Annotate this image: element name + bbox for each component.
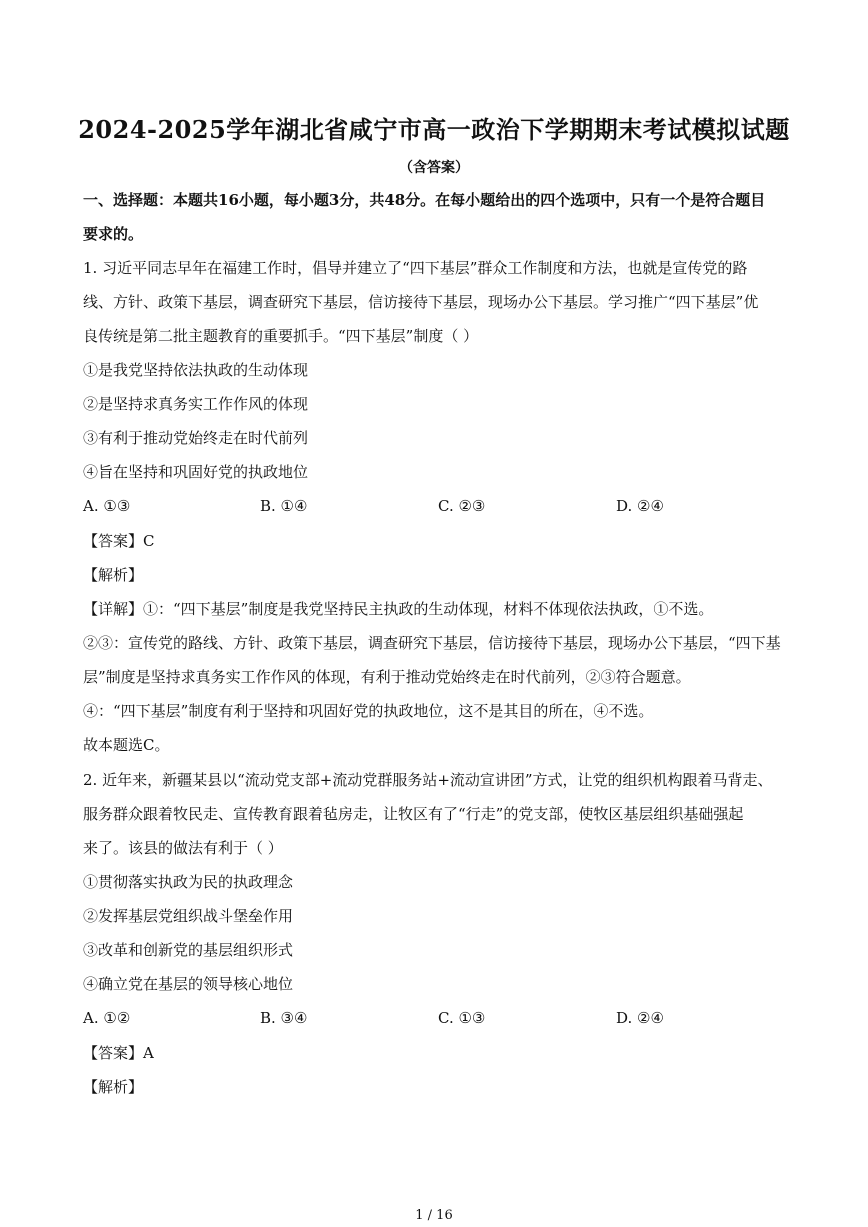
section-heading-line-1: 一、选择题：本题共16小题，每小题3分，共48分。在每小题给出的四个选项中，只有一个是符合题目 bbox=[83, 191, 766, 209]
q2-stem-line-1: 2. 近年来，新疆某县以“流动党支部+流动党群服务站+流动宣讲团”方式，让党的组织机构跟着马背走、 bbox=[83, 771, 773, 789]
q1-item-2: ②是坚持求真务实工作作风的体现 bbox=[83, 395, 309, 413]
q2-option-b: B. ③④ bbox=[260, 1009, 308, 1027]
q1-option-c: C. ②③ bbox=[438, 497, 486, 515]
q2-option-a: A. ①② bbox=[83, 1009, 131, 1027]
page-number: 1 / 16 bbox=[415, 1208, 453, 1223]
q1-detail-line-1: 【详解】①：“四下基层”制度是我党坚持民主执政的生动体现，材料不体现依法执政，①不选。 bbox=[83, 600, 714, 618]
q1-option-a: A. ①③ bbox=[83, 497, 131, 515]
q2-stem-line-3: 来了。该县的做法有利于（ ） bbox=[83, 839, 283, 857]
q2-item-4: ④确立党在基层的领导核心地位 bbox=[83, 975, 294, 993]
q2-item-3: ③改革和创新党的基层组织形式 bbox=[83, 941, 294, 959]
q2-option-d: D. ②④ bbox=[616, 1009, 664, 1027]
q2-option-c: C. ①③ bbox=[438, 1009, 486, 1027]
q1-detail-line-2: ②③：宣传党的路线、方针、政策下基层，调查研究下基层，信访接待下基层，现场办公下基层，“四下基 bbox=[83, 634, 781, 652]
q2-item-2: ②发挥基层党组织战斗堡垒作用 bbox=[83, 907, 294, 925]
page-title: 2024-2025学年湖北省咸宁市高一政治下学期期末考试模拟试题 bbox=[78, 115, 790, 144]
q1-answer: 【答案】C bbox=[83, 532, 155, 550]
q1-stem-line-1: 1. 习近平同志早年在福建工作时，倡导并建立了“四下基层”群众工作制度和方法，也就是宣传党的路 bbox=[83, 259, 748, 277]
q2-item-1: ①贯彻落实执政为民的执政理念 bbox=[83, 873, 294, 891]
q1-detail-line-3: 层”制度是坚持求真务实工作作风的体现，有利于推动党始终走在时代前列，②③符合题意。 bbox=[83, 668, 691, 686]
q1-stem-line-3: 良传统是第二批主题教育的重要抓手。“四下基层”制度（ ） bbox=[83, 327, 479, 345]
page-subtitle: （含答案） bbox=[399, 160, 469, 176]
q1-item-4: ④旨在坚持和巩固好党的执政地位 bbox=[83, 463, 309, 481]
q1-detail-line-4: ④：“四下基层”制度有利于坚持和巩固好党的执政地位，这不是其目的所在，④不选。 bbox=[83, 702, 654, 720]
q1-conclusion: 故本题选C。 bbox=[83, 736, 170, 754]
q2-stem-line-2: 服务群众跟着牧民走、宣传教育跟着毡房走，让牧区有了“行走”的党支部，使牧区基层组织基础强起 bbox=[83, 805, 744, 823]
q2-answer: 【答案】A bbox=[83, 1044, 154, 1062]
q1-item-3: ③有利于推动党始终走在时代前列 bbox=[83, 429, 309, 447]
q1-option-d: D. ②④ bbox=[616, 497, 664, 515]
q2-analysis-label: 【解析】 bbox=[83, 1078, 144, 1096]
section-heading-line-2: 要求的。 bbox=[83, 225, 144, 243]
q1-analysis-label: 【解析】 bbox=[83, 566, 144, 584]
q1-option-b: B. ①④ bbox=[260, 497, 308, 515]
q1-item-1: ①是我党坚持依法执政的生动体现 bbox=[83, 361, 309, 379]
q1-stem-line-2: 线、方针、政策下基层，调查研究下基层，信访接待下基层，现场办公下基层。学习推广“四下基层”优 bbox=[83, 293, 759, 311]
